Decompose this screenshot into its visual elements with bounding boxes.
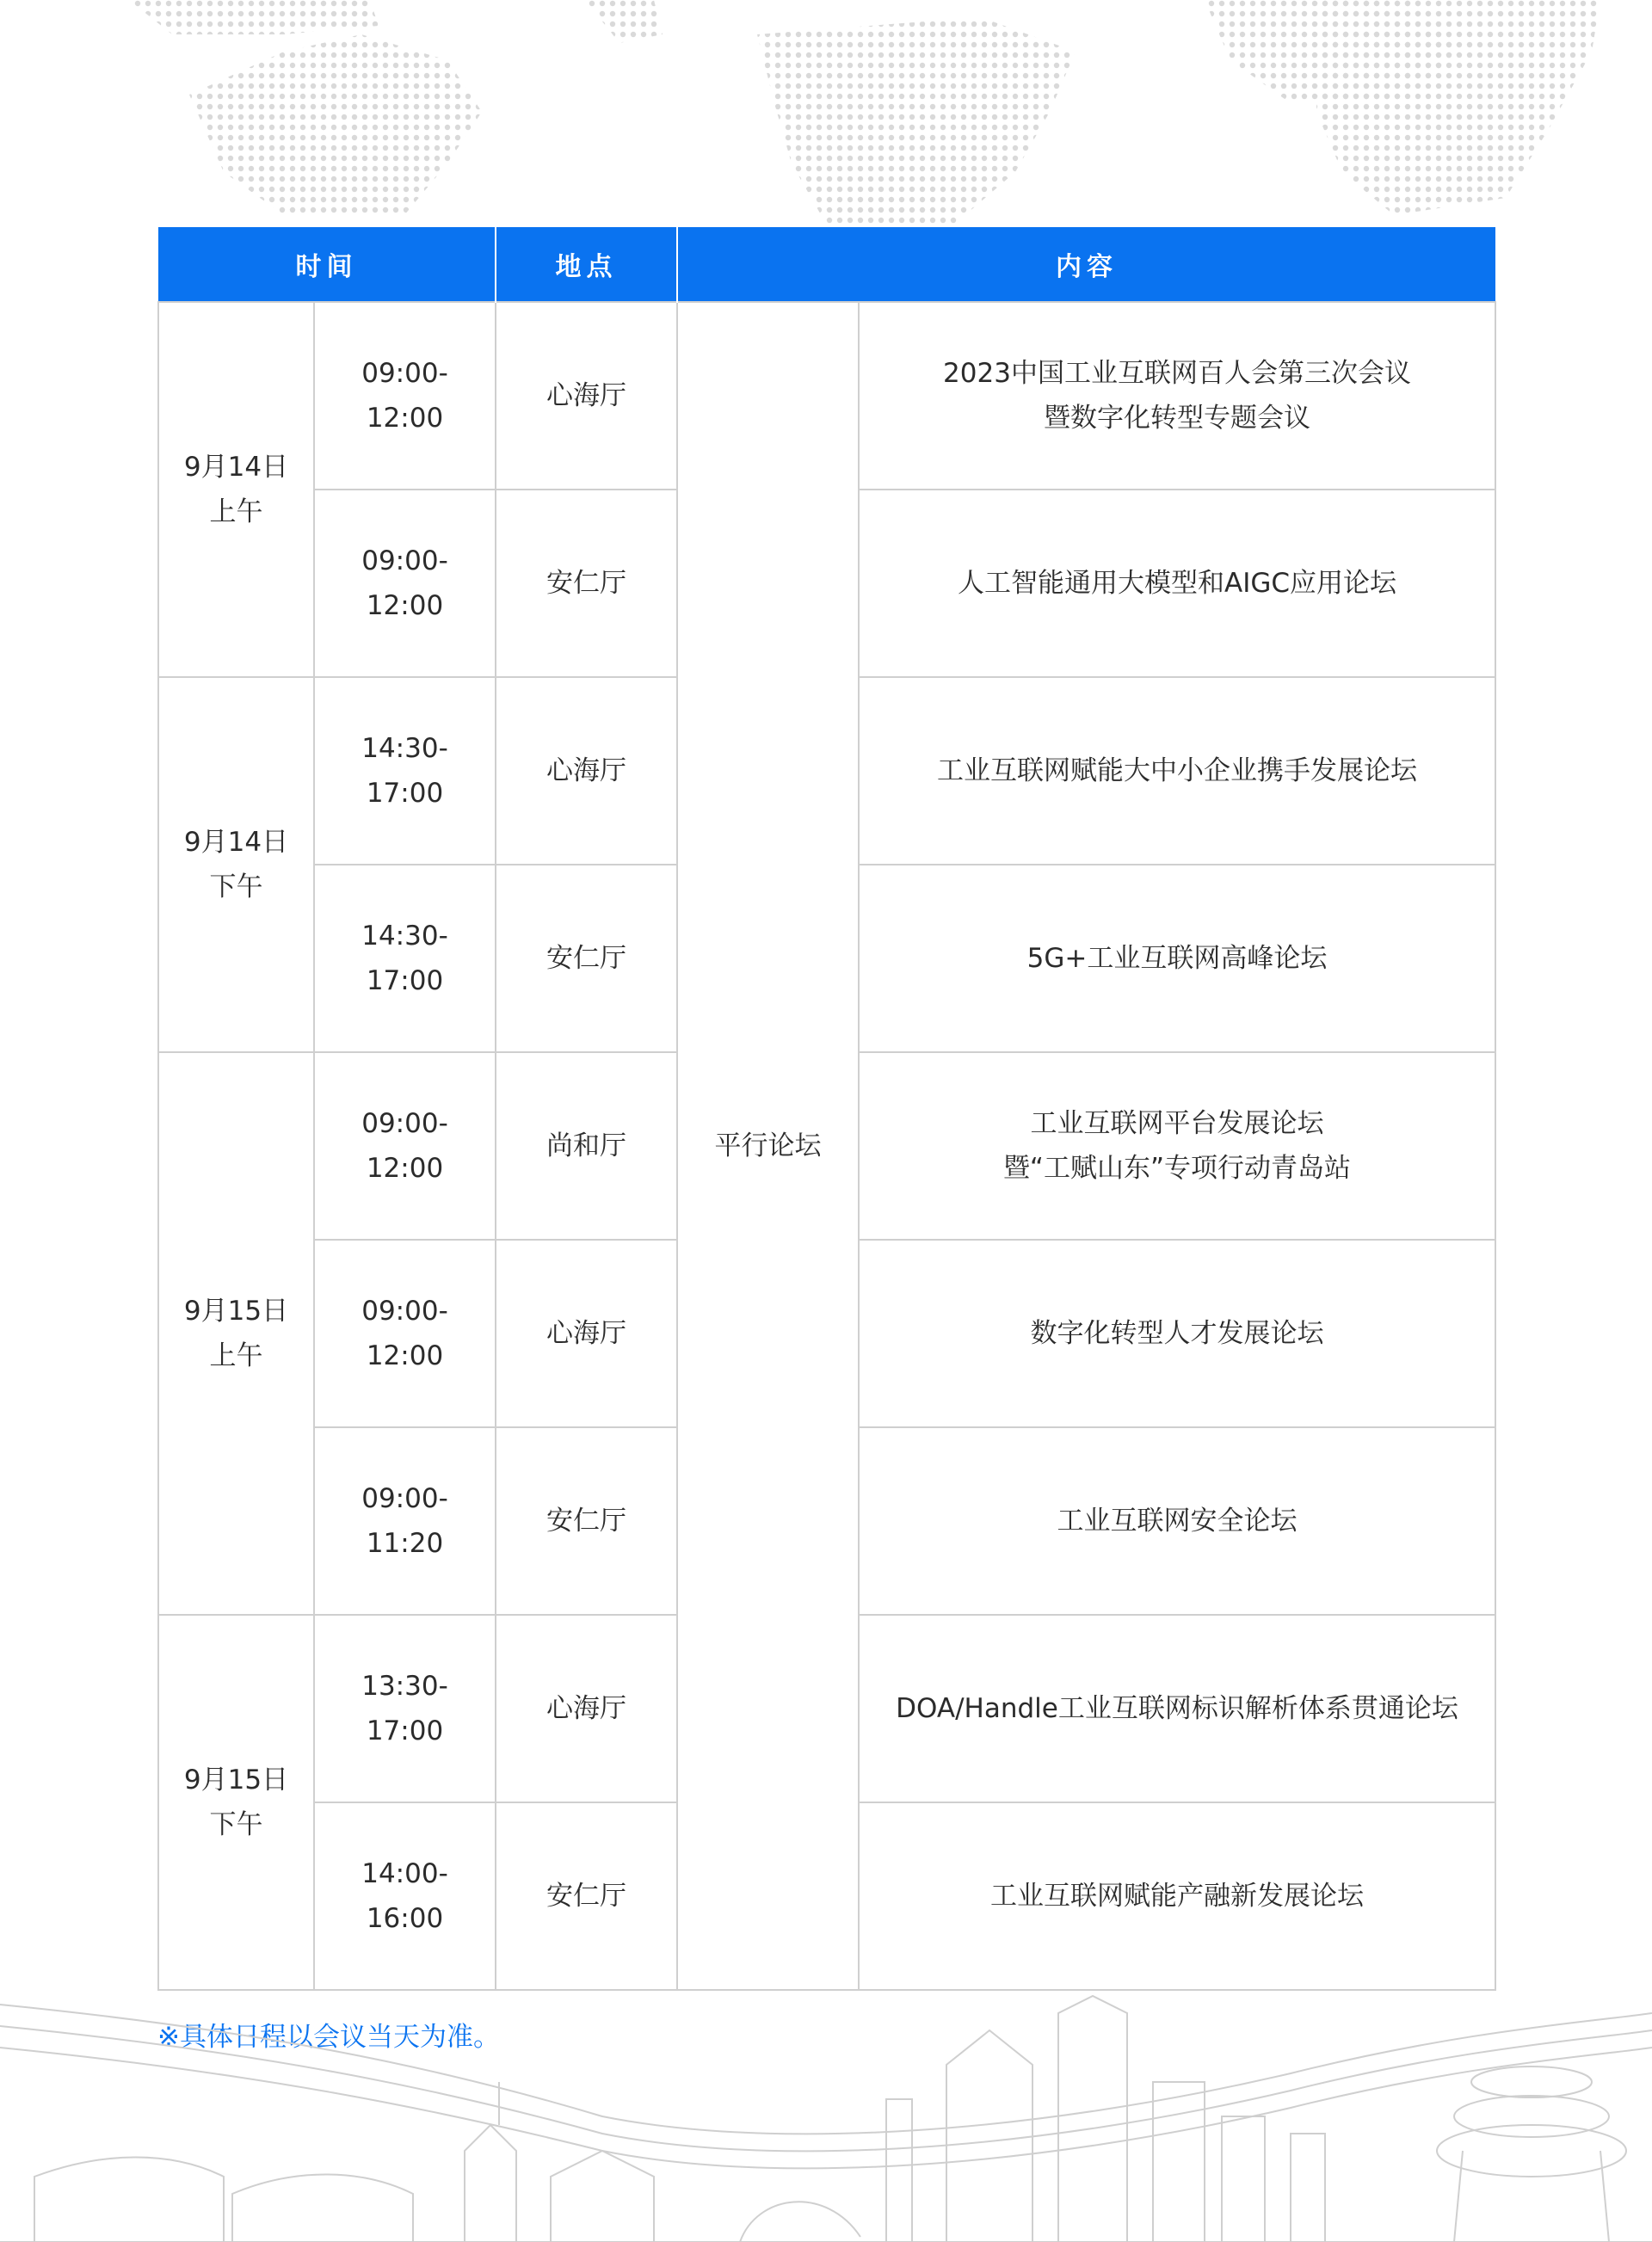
content-cell: 数字化转型人才发展论坛 <box>859 1240 1495 1427</box>
day-period: 下午 <box>209 1809 263 1840</box>
day-date: 9月15日 <box>183 1296 289 1327</box>
content-line: 暨数字化转型专题会议 <box>1044 403 1310 434</box>
schedule-footnote: ※具体日程以会议当天为准。 <box>157 2022 500 2053</box>
header-content: 内容 <box>677 227 1495 302</box>
time-cell: 13:30-17:00 <box>314 1615 496 1802</box>
time-cell: 09:00-12:00 <box>314 490 496 677</box>
day-date: 9月14日 <box>183 452 289 483</box>
content-cell <box>859 1052 1495 1240</box>
time-cell: 09:00-12:00 <box>314 1240 496 1427</box>
time-cell: 09:00-11:20 <box>314 1427 496 1615</box>
day-cell <box>158 677 314 1052</box>
content-cell: DOA/Handle工业互联网标识解析体系贯通论坛 <box>859 1615 1495 1802</box>
content-cell: 工业互联网赋能产融新发展论坛 <box>859 1802 1495 1990</box>
day-cell <box>158 302 314 677</box>
venue-cell: 安仁厅 <box>496 1802 677 1990</box>
venue-cell: 安仁厅 <box>496 865 677 1052</box>
day-period: 下午 <box>209 872 263 902</box>
day-date: 9月15日 <box>183 1765 289 1795</box>
content-line: 2023中国工业互联网百人会第三次会议 <box>943 358 1411 389</box>
day-cell <box>158 1052 314 1615</box>
content-line: 暨“工赋山东”专项行动青岛站 <box>1002 1153 1352 1184</box>
day-cell <box>158 1615 314 1990</box>
content-cell: 工业互联网赋能大中小企业携手发展论坛 <box>859 677 1495 865</box>
day-period: 上午 <box>209 496 263 527</box>
table-row <box>158 302 1495 490</box>
time-cell: 14:30-17:00 <box>314 865 496 1052</box>
venue-cell: 心海厅 <box>496 1240 677 1427</box>
day-period: 上午 <box>209 1340 263 1371</box>
time-cell: 09:00-12:00 <box>314 1052 496 1240</box>
time-cell: 14:30-17:00 <box>314 677 496 865</box>
venue-cell: 心海厅 <box>496 302 677 490</box>
schedule-table <box>157 227 1496 1991</box>
header-venue: 地点 <box>496 227 677 302</box>
world-map-decoration <box>0 0 1652 224</box>
venue-cell: 心海厅 <box>496 677 677 865</box>
content-line: 工业互联网平台发展论坛 <box>1030 1108 1324 1139</box>
time-cell: 14:00-16:00 <box>314 1802 496 1990</box>
venue-cell: 尚和厅 <box>496 1052 677 1240</box>
time-cell: 09:00-12:00 <box>314 302 496 490</box>
venue-cell: 安仁厅 <box>496 490 677 677</box>
content-cell: 工业互联网安全论坛 <box>859 1427 1495 1615</box>
venue-cell: 心海厅 <box>496 1615 677 1802</box>
content-cell: 人工智能通用大模型和AIGC应用论坛 <box>859 490 1495 677</box>
day-date: 9月14日 <box>183 827 289 858</box>
session-type-cell: 平行论坛 <box>677 302 859 1990</box>
content-cell: 5G+工业互联网高峰论坛 <box>859 865 1495 1052</box>
city-skyline-decoration <box>0 1979 1652 2242</box>
header-time: 时间 <box>158 227 496 302</box>
content-cell <box>859 302 1495 490</box>
venue-cell: 安仁厅 <box>496 1427 677 1615</box>
table-header-row <box>158 227 1495 302</box>
